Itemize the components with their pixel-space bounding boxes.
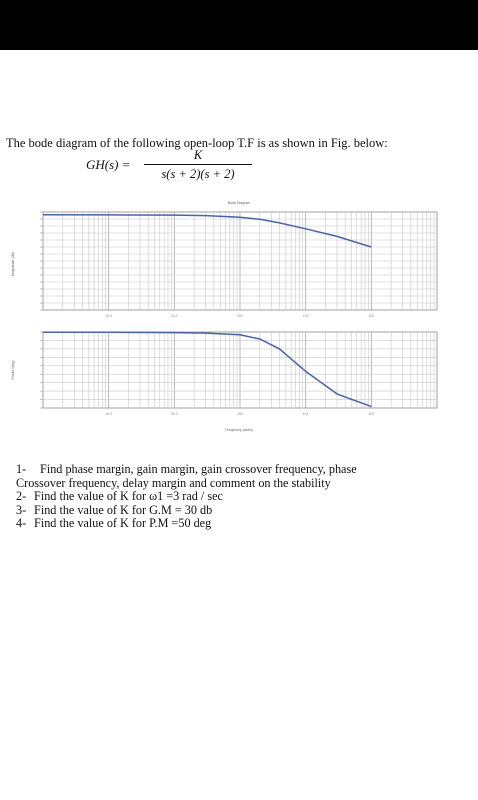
problem-intro: The bode diagram of the following open-loop T.F is as shown in Fig. below:: [6, 136, 388, 150]
question-3-number: 3-: [16, 502, 27, 517]
question-1-line-1: Find phase margin, gain margin, gain crossover frequency, phase: [40, 462, 357, 476]
phase-xtick-label: 102: [368, 412, 375, 416]
question-1: [16, 463, 357, 477]
tf-denominator: s(s + 2)(s + 2): [161, 167, 235, 181]
top-black-bar: [0, 0, 478, 50]
question-2-number: 2-: [16, 489, 27, 504]
phase-axis-label: Phase (deg): [11, 360, 15, 380]
phase-xtick-label: 10-2: [105, 412, 113, 416]
magnitude-xtick-label: 10-1: [170, 314, 178, 318]
fraction-bar: [144, 164, 252, 165]
question-1-line-2: Crossover frequency, delay margin and comment on the stability: [16, 475, 331, 490]
phase-xtick-label: 100: [237, 412, 243, 416]
frequency-axis-label: Frequency (rad/s): [225, 428, 253, 432]
question-list: [16, 463, 357, 531]
question-2-text: Find the value of K for ω1 =3 rad / sec: [34, 489, 223, 504]
magnitude-axis-label: Magnitude (dB): [11, 252, 15, 276]
question-3-text: Find the value of K for G.M = 30 db: [34, 502, 213, 517]
question-3: [16, 504, 357, 518]
question-4-number: 4-: [16, 516, 27, 531]
transfer-function-lhs: GH(s) =: [86, 157, 131, 172]
question-2: [16, 490, 357, 504]
question-4: [16, 517, 357, 531]
phase-xtick-label: 10-1: [170, 412, 178, 416]
tf-numerator: K: [193, 148, 203, 162]
magnitude-xtick-label: 10-2: [105, 314, 113, 318]
magnitude-xtick-label: 101: [302, 314, 309, 318]
phase-xtick-label: 101: [302, 412, 309, 416]
question-4-text: Find the value of K for P.M =50 deg: [34, 516, 212, 531]
transfer-function-fraction: [144, 147, 252, 182]
phase-panel: [40, 332, 437, 416]
question-1-number: 1-: [16, 462, 27, 476]
bode-title: Bode Diagram: [227, 201, 251, 205]
magnitude-xtick-label: 102: [368, 314, 375, 318]
magnitude-panel: [40, 212, 437, 318]
magnitude-xtick-label: 100: [237, 314, 243, 318]
bode-diagram-figure: [0, 196, 478, 461]
